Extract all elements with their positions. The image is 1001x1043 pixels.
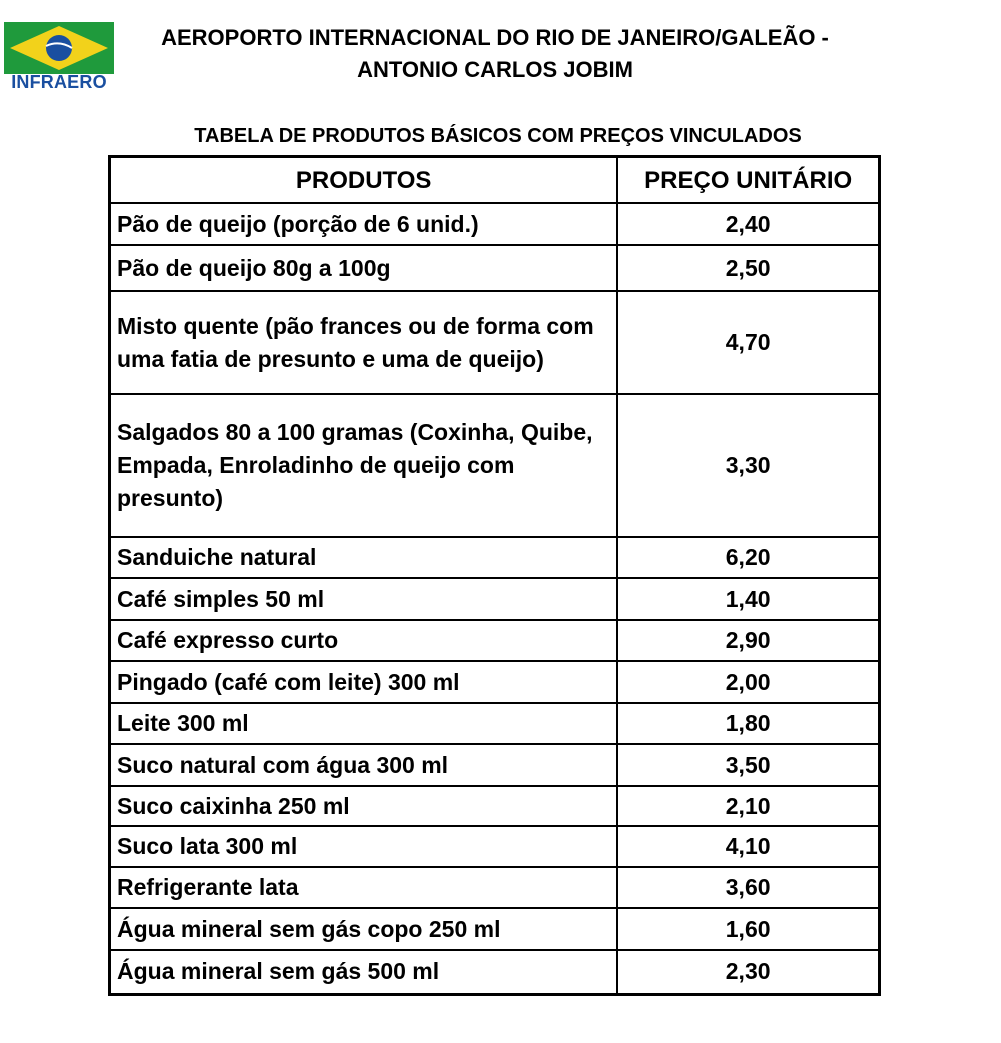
price-cell: 1,60 xyxy=(617,908,879,950)
table-title: TABELA DE PRODUTOS BÁSICOS COM PREÇOS VINCULADOS xyxy=(194,125,802,147)
page-title-line1: AEROPORTO INTERNACIONAL DO RIO DE JANEIRO/GALEÃO - xyxy=(161,25,829,50)
product-cell: Pingado (café com leite) 300 ml xyxy=(110,661,618,703)
price-cell: 2,10 xyxy=(617,786,879,826)
price-cell: 2,90 xyxy=(617,620,879,661)
table-row xyxy=(110,203,880,245)
table-header-row xyxy=(110,157,880,204)
table-row xyxy=(110,950,880,994)
brazil-flag-icon xyxy=(4,22,114,74)
price-table xyxy=(108,155,881,996)
product-cell: Misto quente (pão frances ou de forma com uma fatia de presunto e uma de queijo) xyxy=(110,291,618,394)
table-row xyxy=(110,578,880,620)
price-cell: 4,70 xyxy=(617,291,879,394)
price-cell: 3,30 xyxy=(617,394,879,537)
table-row xyxy=(110,826,880,867)
product-cell: Refrigerante lata xyxy=(110,867,618,908)
price-cell: 6,20 xyxy=(617,537,879,578)
price-cell: 2,00 xyxy=(617,661,879,703)
price-cell: 2,40 xyxy=(617,203,879,245)
table-row xyxy=(110,744,880,786)
table-row xyxy=(110,245,880,291)
price-cell: 3,50 xyxy=(617,744,879,786)
infraero-logo xyxy=(4,22,114,94)
product-cell: Suco natural com água 300 ml xyxy=(110,744,618,786)
product-cell: Leite 300 ml xyxy=(110,703,618,744)
price-cell: 2,50 xyxy=(617,245,879,291)
page-title xyxy=(130,22,860,86)
product-cell: Salgados 80 a 100 gramas (Coxinha, Quibe, Empada, Enroladinho de queijo com presunto) xyxy=(110,394,618,537)
price-cell: 2,30 xyxy=(617,950,879,994)
product-cell: Sanduiche natural xyxy=(110,537,618,578)
product-cell: Pão de queijo 80g a 100g xyxy=(110,245,618,291)
page-title-line2: ANTONIO CARLOS JOBIM xyxy=(357,57,633,82)
price-cell: 4,10 xyxy=(617,826,879,867)
table-row xyxy=(110,786,880,826)
price-cell: 1,40 xyxy=(617,578,879,620)
product-cell: Suco lata 300 ml xyxy=(110,826,618,867)
column-header-unit-price: PREÇO UNITÁRIO xyxy=(617,157,879,204)
table-row xyxy=(110,620,880,661)
table-row xyxy=(110,537,880,578)
product-cell: Água mineral sem gás 500 ml xyxy=(110,950,618,994)
price-cell: 1,80 xyxy=(617,703,879,744)
table-row xyxy=(110,867,880,908)
product-cell: Pão de queijo (porção de 6 unid.) xyxy=(110,203,618,245)
product-cell: Café expresso curto xyxy=(110,620,618,661)
price-cell: 3,60 xyxy=(617,867,879,908)
table-row xyxy=(110,661,880,703)
logo-text: INFRAERO xyxy=(11,72,107,92)
table-row xyxy=(110,291,880,394)
product-cell: Café simples 50 ml xyxy=(110,578,618,620)
table-row xyxy=(110,394,880,537)
table-row xyxy=(110,908,880,950)
column-header-products: PRODUTOS xyxy=(110,157,618,204)
product-cell: Suco caixinha 250 ml xyxy=(110,786,618,826)
product-cell: Água mineral sem gás copo 250 ml xyxy=(110,908,618,950)
table-row xyxy=(110,703,880,744)
